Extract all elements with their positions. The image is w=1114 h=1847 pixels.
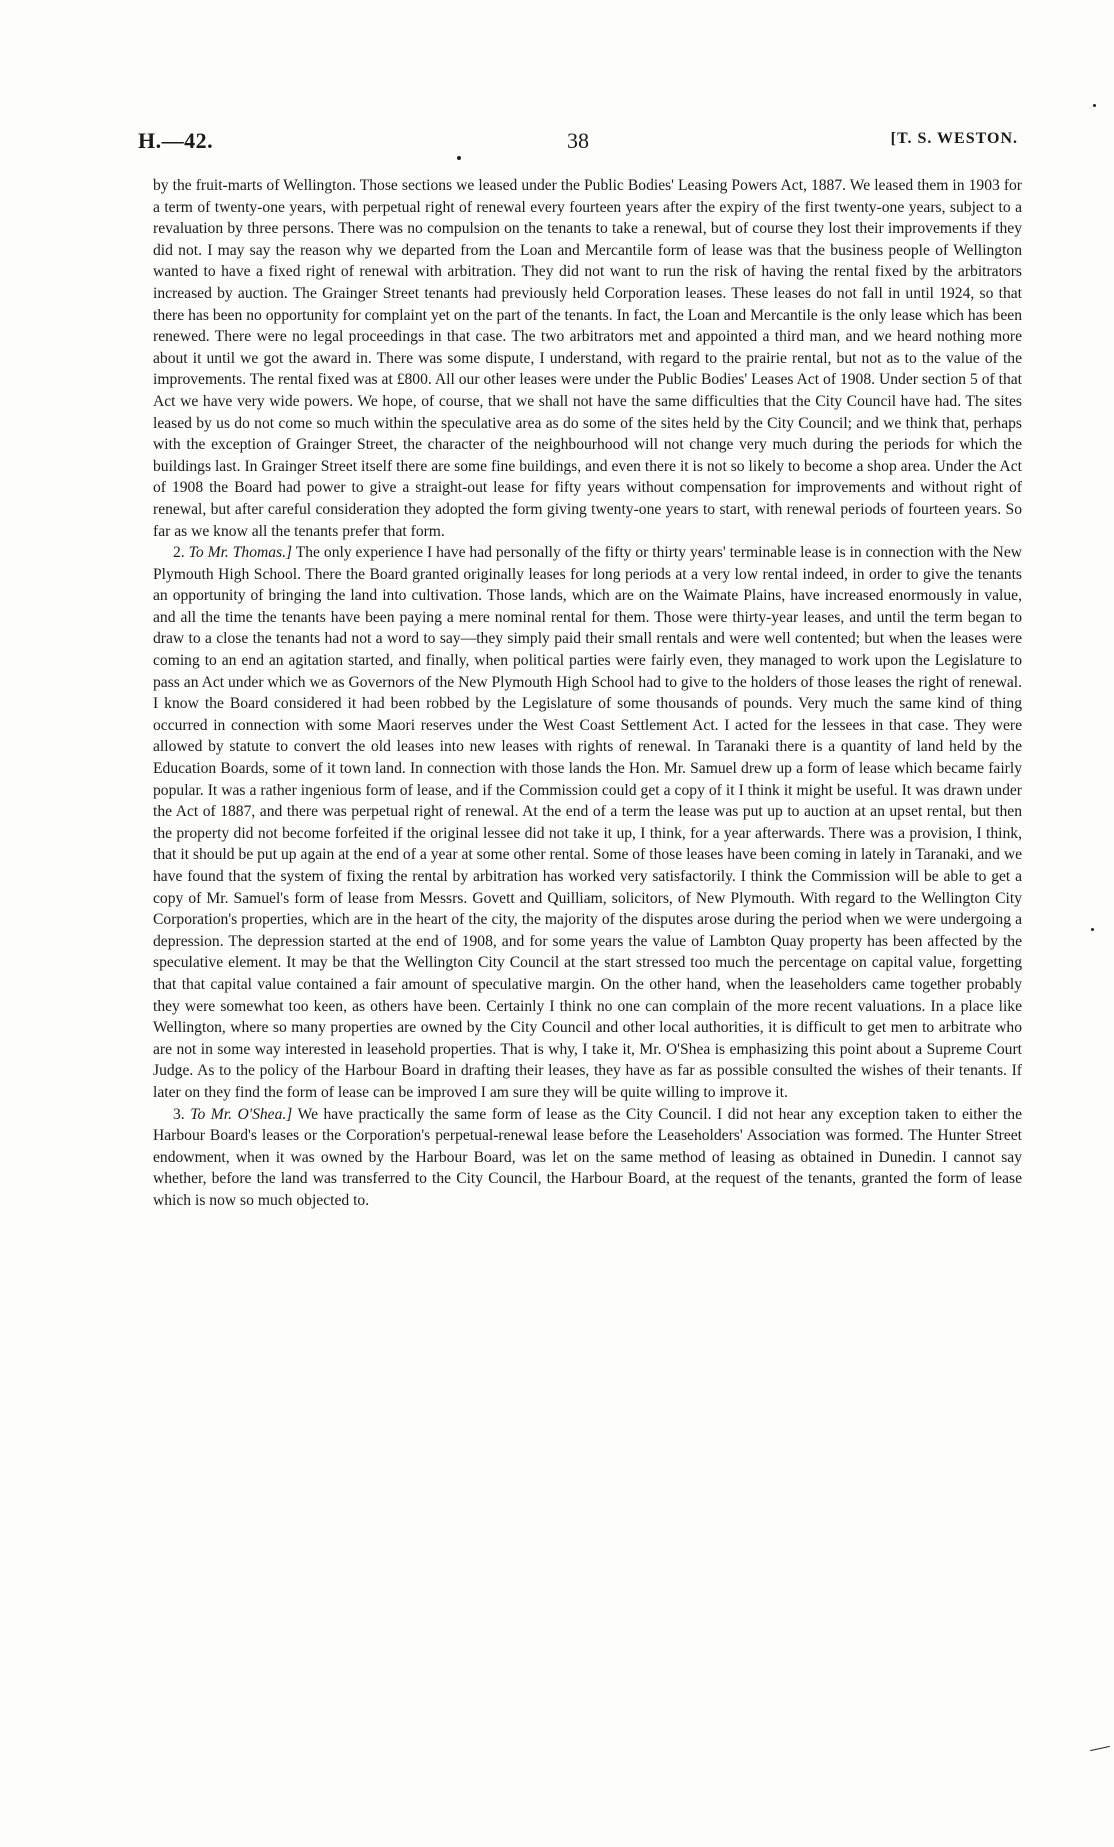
body-text: [153, 175, 1022, 1212]
speaker-reference: To Mr. O'Shea.]: [190, 1105, 293, 1123]
paragraph-2: [153, 542, 1022, 1103]
speaker-reference: To Mr. Thomas.]: [188, 544, 293, 562]
paragraph-text: We have practically the same form of lease as the City Council. I did not hear any exception taken to either the Harbour Board's leases or the Corporation's perpetual-renewal lease before the Leaseholders' Association was formed. The Hunter Street endowment, when it was owned by the Harbour Board, was let on the same method of leasing as obtained in Dunedin. I cannot say whether, before the land was transferred to the City Council, the Harbour Board, at the request of the tenants, granted the form of lease which is now so much objected to.: [153, 1105, 1023, 1209]
scan-mark: [1090, 1746, 1110, 1751]
paragraph-number: 2.: [173, 544, 185, 562]
scan-speck: [457, 156, 461, 160]
witness-name: [T. S. WESTON.: [890, 130, 1018, 147]
document-reference: H.—42.: [138, 128, 214, 153]
scan-speck: [1093, 104, 1096, 107]
paragraph-number: 3.: [173, 1105, 185, 1123]
paragraph-3: [153, 1104, 1022, 1212]
page-number: 38: [567, 128, 589, 153]
paragraph-text: by the fruit-marts of Wellington. Those sections we leased under the Public Bodies' Leasing Powers Act, 1887. We leased them in 1903 for a term of twenty-one years, with perpetual right of renewal every fourteen years after the expiry of the first twenty-one years, subject to a revaluation by three persons. There was no compulsion on the tenants to take a renewal, but of course they lost their improvements if they did not. I may say the reason why we departed from the Loan and Mercantile form of lease was that the business people of Wellington wanted to have a fixed right of renewal with arbitration. They did not want to run the risk of having the rental fixed by the arbitrators increased by auction. The Grainger Street tenants had previously held Corporation leases. These leases do not fall in until 1924, so that there has been no opportunity for complaint yet on the part of the tenants. In fact, the Loan and Mercantile is the only lease which has been renewed. There were no legal proceedings in that case. The two arbitrators met and appointed a third man, and we heard nothing more about it until we got the award in. There was some dispute, I understand, with regard to the prairie rental, but not as to the value of the improvements. The rental fixed was at £800. All our other leases were under the Public Bodies' Leases Act of 1908. Under section 5 of that Act we have very wide powers. We hope, of course, that we shall not have the same difficulties that the City Council have had. The sites leased by us do not come so much within the speculative area as do some of the sites held by the City Council; and we think that, perhaps with the exception of Grainger Street, the character of the neighbourhood will not change very much during the periods for which the buildings last. In Grainger Street itself there are some fine buildings, and even there it is not so likely to become a shop area. Under the Act of 1908 the Board had power to give a straight-out lease for fifty years without compensation for improvements and without right of renewal, but after careful consideration they adopted the form giving twenty-one years to start, with renewal periods of fourteen years. So far as we know all the tenants prefer that form.: [153, 177, 1022, 540]
paragraph-1: [153, 175, 1022, 542]
paragraph-text: The only experience I have had personally of the fifty or thirty years' terminable lease is in connection with the New Plymouth High School. There the Board granted originally leases for long periods at a very low rental indeed, in order to give the tenants an opportunity of bringing the land into cultivation. Those lands, which are on the Waimate Plains, have increased enormously in value, and all the time the tenants have been paying a mere nominal rental for them. Those were thirty-year leases, and until the term began to draw to a close the tenants had not a word to say—they simply paid their small rentals and were well contented; but when the leases were coming to an end an agitation started, and finally, when political parties were fairly even, they managed to work upon the Legislature to pass an Act under which we as Governors of the New Plymouth High School had to give to the holders of those leases the right of renewal. I know the Board considered it had been robbed by the Legislature of some thousands of pounds. Very much the same kind of thing occurred in connection with some Maori reserves under the West Coast Settlement Act. I acted for the lessees in that case. They were allowed by statute to convert the old leases into new leases with rights of renewal. In Taranaki there is a quantity of land held by the Education Boards, some of it town land. In connection with those lands the Hon. Mr. Samuel drew up a form of lease which became fairly popular. It was a rather ingenious form of lease, and if the Commission could get a copy of it I think it might be useful. It was drawn under the Act of 1887, and there was perpetual right of renewal. At the end of a term the lease was put up to auction at an upset rental, but then the property did not become forfeited if the original lessee did not take it up, I think, for a year afterwards. There was a provision, I think, that it should be put up again at the end of a year at some other rental. Some of those leases have been coming in lately in Taranaki, and we have found that the system of fixing the rental by arbitration has worked very satisfactorily. I think the Commission will be able to get a copy of Mr. Samuel's form of lease from Messrs. Govett and Quilliam, solicitors, of New Plymouth. With regard to the Wellington City Corporation's properties, which are in the heart of the city, the majority of the disputes arose during the period when we were undergoing a depression. The depression started at the end of 1908, and for some years the value of Lambton Quay property has been affected by the speculative element. It may be that the Wellington City Council at the start stressed too much the percentage on capital value, forgetting that that capital value contained a fair amount of speculative margin. On the other hand, when the leaseholders came together probably they were somewhat too keen, as others have been. Certainly I think no one can complain of the more recent valuations. In a place like Wellington, where so many properties are owned by the City Council and other local authorities, it is difficult to get men to arbitrate who are not in some way interested in leasehold properties. That is why, I take it, Mr. O'Shea is emphasizing this point about a Supreme Court Judge. As to the policy of the Harbour Board in drafting their leases, they have as far as possible consulted the wishes of their tenants. If later on they find the form of lease can be improved I am sure they will be quite willing to improve it.: [153, 544, 1023, 1101]
scan-speck: [1091, 928, 1094, 931]
page-header: [138, 128, 1018, 158]
